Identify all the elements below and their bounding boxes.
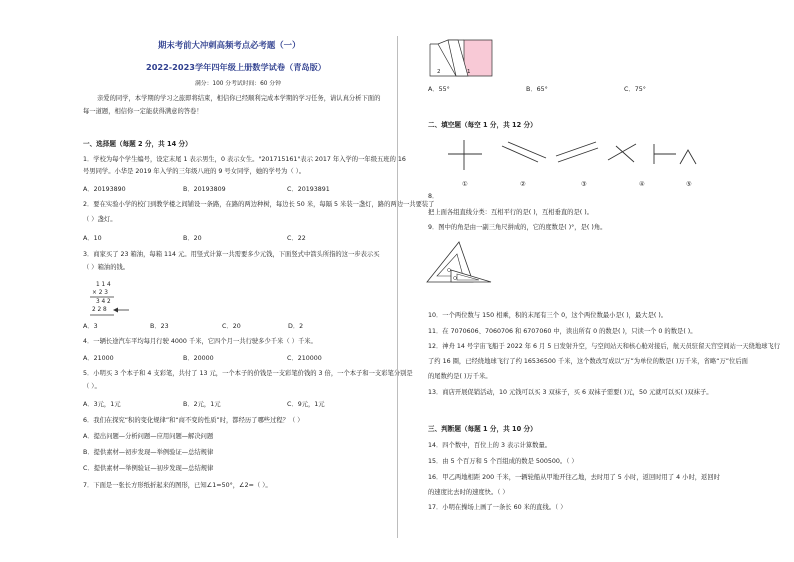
question-6-option-a: A．提出问题—分析问题—应用问题—解决问题: [83, 433, 214, 440]
page-subtitle: 2022-2023学年四年级上册数学试卷（青岛版）: [146, 62, 326, 72]
question-2-option-a: A．10: [83, 235, 102, 242]
question-7-option-a: A．55°: [428, 86, 450, 93]
intro-line-2: 每一道题，相信你一定能获得满意的答卷！: [83, 108, 203, 115]
vertical-calc-row-2: × 2 3: [92, 290, 108, 296]
vertical-calc-row-4: 2 2 8: [92, 307, 107, 313]
question-7-option-b: B．65°: [526, 86, 548, 93]
question-6-option-b: B．提供素材—初步发现—举例验证—总结规律: [83, 449, 214, 456]
question-8-number: 8．: [428, 193, 439, 200]
question-2-option-b: B．20: [183, 235, 202, 242]
question-2-line-1: 2．要在实验小学的校门到教学楼之间铺设一条路，在路的两边种树，每边长 50 米，每隔 5 米装一盏灯，路的两边一共要装了: [83, 201, 435, 208]
angle-2-label: 2: [437, 69, 441, 75]
intro-line-1: 亲爱的同学，本学期的学习之旅即将结束，相信你已经顺利完成本学期的学习任务，请认真分析下面的: [97, 95, 381, 102]
question-3-line-1: 3．商家买了 23 箱油，每箱 114 元。用竖式计算一共需要多少元钱，下面竖式中箭头所指的这一步表示买: [83, 251, 380, 258]
triangle-rulers-figure: [425, 240, 495, 286]
question-2-option-c: C．22: [287, 235, 306, 242]
question-5-option-b: B．2元，1元: [183, 401, 221, 408]
question-6-line-1: 6．我们在探究“积的变化规律”和“商不变的性质”时，都经历了哪些过程？（ ）: [83, 417, 304, 424]
question-11-text: 11．在 7070606、7060706 和 6707060 中，读出所有 0 的数是( )，只读一个 0 的数是( )。: [428, 328, 697, 335]
question-5-line-1: 5．小明买 3 个本子和 4 支彩笔，共付了 13 元，一个本子的价钱是一支彩笔价钱的 3 倍，一个本子和一支彩笔分别是: [83, 370, 413, 377]
question-14-text: 14．四个数中，百位上的 3 表示计算数量。: [428, 442, 552, 449]
question-4-option-b: B．20000: [183, 355, 214, 362]
question-1-line-1: 1．学校为每个学生编号，设定末尾 1 表示男生，0 表示女生。"201715161"表示 2017 年入学的一年级五班的 16: [83, 156, 406, 163]
question-13-text: 13．商店开展促销活动，10 元钱可以买 3 双袜子，买 6 双袜子需要( )元，50 元就可以买( )双袜子。: [428, 389, 713, 396]
question-6-option-c: C．提供素材—举例验证—初步发现—总结规律: [83, 465, 214, 472]
question-3-option-b: B．23: [150, 323, 169, 330]
question-8-text: 把上面各组直线分类：互相平行的是( )，互相垂直的是( )。: [428, 209, 593, 216]
question-1-option-b: B．20193809: [183, 186, 226, 193]
question-5-option-a: A．3元，1元: [83, 401, 121, 408]
line-figure-label-3: ③: [581, 181, 587, 188]
question-12-line-3: 的尾数约是( )万千米。: [428, 373, 492, 380]
vertical-calc-row-1: 1 1 4: [96, 282, 111, 288]
question-4-option-a: A．21000: [83, 355, 114, 362]
page-title: 期末考前大冲刺高频考点必考题（一）: [158, 40, 301, 50]
question-16-line-1: 16．甲乙两地相距 200 千米，一辆轮船从甲地开往乙地，去时用了 5 小时，返回时用了 4 小时，返回时: [428, 474, 720, 481]
column-divider: [397, 36, 398, 538]
question-3-option-c: C．20: [222, 323, 241, 330]
question-4-line-1: 4．一辆长途汽车平均每月行驶 4000 千米，它四个月一共行驶多少千米（ ）千米。: [83, 338, 317, 345]
question-1-option-a: A．20193890: [83, 186, 126, 193]
question-7-line-1: 7．下面是一张长方形纸折起来的图形，已知∠1=50°，∠2=（ ）。: [83, 482, 272, 489]
question-12-line-2: 了约 16 圈，已经绕地球飞行了约 16536500 千米，这个数改写成以“万”为单位的数是( )万千米，省略“万”位后面: [428, 358, 748, 365]
section-fill-heading: 二、填空题（每空 1 分，共 12 分）: [428, 121, 537, 129]
question-10-text: 10．一个两位数与 150 相乘，积的末尾有三个 0，这个两位数最小是( )，最大是( )。: [428, 312, 668, 319]
question-12-line-1: 12．神舟 14 号宇宙飞船于 2022 年 6 月 5 日发射升空，与空间站天和核心舱对接后，航天员驻留天宫空间站一天绕地球飞行: [428, 343, 781, 350]
question-4-option-c: C．210000: [287, 355, 322, 362]
question-15-text: 15．由 5 个百万和 5 个百组成的数是 500500。（ ）: [428, 458, 578, 465]
line-pairs-figure: [430, 138, 720, 184]
exam-meta: 满分：100 分考试时间：60 分钟: [195, 81, 281, 87]
line-figure-label-1: ①: [462, 181, 468, 188]
section-judge-heading: 三、判断题（每题 1 分，共 10 分）: [428, 425, 537, 433]
question-1-option-c: C．20193891: [287, 186, 330, 193]
angle-1-label: 1: [467, 69, 471, 75]
arrow-icon: [112, 306, 130, 314]
question-16-line-2: 的速度比去时的速度快。（ ）: [428, 489, 509, 496]
question-3-option-d: D．2: [288, 323, 304, 330]
vertical-calc-row-3: 3 4 2: [96, 299, 111, 305]
section-choice-heading: 一、选择题（每题 2 分，共 14 分）: [83, 140, 192, 148]
line-figure-label-5: ⑤: [686, 181, 692, 188]
line-figure-label-4: ④: [639, 181, 645, 188]
question-5-line-2: （ ）。: [83, 383, 101, 390]
question-1-line-2: 号男同学。小华是 2019 年入学的三年级八班的 9 号女同学，她的学号为（ ）。: [83, 168, 306, 175]
question-3-line-2: （ ）箱油的钱。: [83, 264, 130, 271]
question-9-text: 9．图中的角是由一副三角尺拼成的，它的度数是( )°，是( )角。: [428, 224, 607, 231]
question-5-option-c: C．9元，1元: [287, 401, 325, 408]
question-7-option-c: C．75°: [624, 86, 646, 93]
question-3-option-a: A．3: [83, 323, 98, 330]
question-2-line-2: （ ）盏灯。: [83, 216, 117, 223]
line-figure-label-2: ②: [520, 181, 526, 188]
question-17-text: 17．小明在操场上画了一条长 60 米的直线。（ ）: [428, 504, 567, 511]
